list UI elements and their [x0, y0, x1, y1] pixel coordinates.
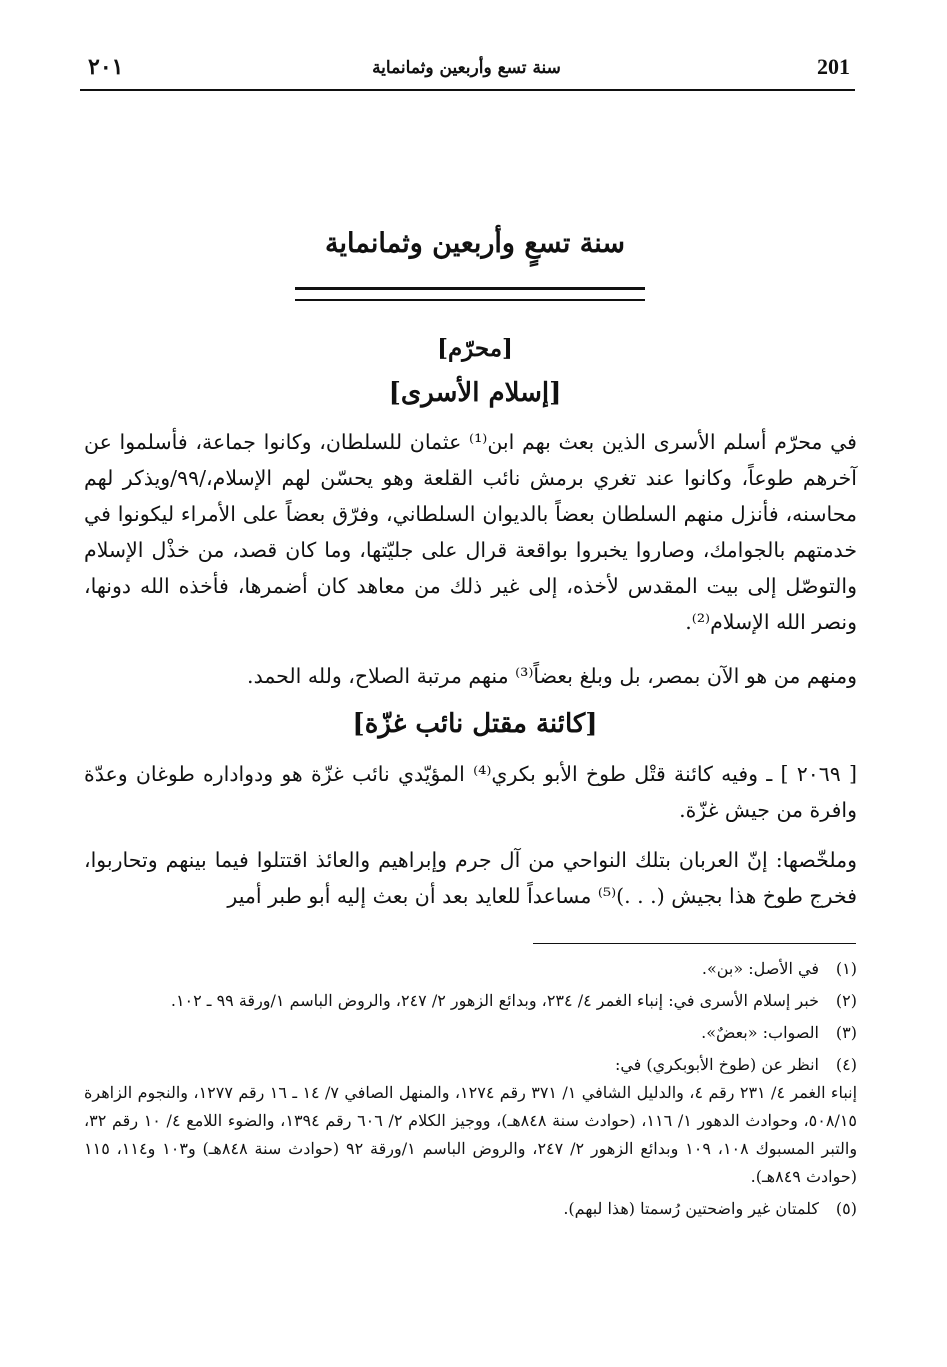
month-label: [محرّم] [437, 335, 513, 362]
paragraph-gaza-2: وملخّصها: إنّ العربان بتلك النواحي من آل جرم وإبراهيم والعائذ اقتتلوا فيما بينهم وتحاربوا، فخرج طوخ هذا بجيش (. . .)⁽⁵⁾ مساعداً للعايد بعد أن بعث إليه أبو طبر أمير [84, 848, 857, 908]
running-title: سنة تسع وأربعين وثمانماية [372, 58, 561, 78]
header-rule [80, 89, 855, 91]
footnote-5 [84, 1195, 857, 1223]
footnote-mark: (٤) [835, 1055, 857, 1074]
page-number-latin: 201 [817, 54, 850, 79]
footnote-text: في الأصل: «بن». [701, 959, 819, 978]
section-heading-captives: [إسلام الأسرى] [388, 378, 562, 408]
footnote-1 [84, 955, 857, 983]
footnote-4 [84, 1051, 857, 1079]
footnote-mark: (٥) [835, 1199, 857, 1218]
section-heading-gaza: [كائنة مقتل نائب غزّة] [352, 709, 598, 739]
footnote-text: كلمتان غير واضحتين رُسمتا (هذا لبهم). [563, 1199, 819, 1218]
footnote-text: انظر عن (طوخ الأبوبكري) في: [614, 1055, 819, 1074]
footnote-text: خبر إسلام الأسرى في: إنباء الغمر ٤/ ٢٣٤، وبدائع الزهور ٢/ ٢٤٧، والروض الباسم ١/ورقة ٩٩ ـ ١٠٢. [170, 991, 819, 1010]
chapter-title: سنة تسعٍ وأربعين وثمانماية [325, 228, 625, 259]
paragraph-gaza-1: [ ٢٠٦٩ ] ـ وفيه كائنة قتْل طوخ الأبو بكري⁽⁴⁾ المؤيّدي نائب غزّة هو ودواداره طوغان وعدّة وافرة من جيش غزّة. [84, 762, 858, 822]
footnote-2 [84, 987, 857, 1015]
footnote-3 [84, 1019, 857, 1047]
footnotes [84, 955, 857, 1223]
footnote-4-references: إنباء الغمر ٤/ ٢٣١ رقم ٤، والدليل الشافي ١/ ٣٧١ رقم ١٢٧٤، والمنهل الصافي ٧/ ١٤ ـ ١٦ رقم ١٢٧٧، والنجوم الزاهرة ٥٠٨/١٥، وحوادث الدهور ١/ ١١٦، (حوادث سنة ٨٤٨هـ)، ووجيز الكلام ٢/ ٦٠٦ رقم ١٣٩٤، والضوء اللامع ٤/ ١٠ رقم ٣٢، والتبر المسبوك ١٠٨، ١٠٩ وبدائع الزهور ٢/ ٢٤٧، والروض الباسم ١/ورقة ٩٢ (حوادث سنة ٨٤٨هـ) و١٠٣ و١١٤، ١١٥ (حوادث ٨٤٩هـ). [84, 1083, 858, 1186]
footnote-mark: (٢) [835, 991, 857, 1010]
footnote-rule [533, 943, 856, 944]
page-header [80, 52, 853, 86]
footnote-mark: (٣) [835, 1023, 857, 1042]
footnote-text: الصواب: «بعضٌ». [701, 1023, 819, 1042]
paragraph-captives-2: ومنهم من هو الآن بمصر، بل وبلغ بعضاً⁽³⁾ منهم مرتبة الصلاح، ولله الحمد. [247, 664, 857, 688]
page-number-arabic: ٢٠١ [88, 54, 124, 80]
footnote-mark: (١) [835, 959, 857, 978]
title-double-rule [295, 287, 645, 301]
paragraph-captives-1: في محرّم أسلم الأسرى الذين بعث بهم ابن⁽¹⁾ عثمان للسلطان، وكانوا جماعة، فأسلموا عن آخرهم طوعاً، وكانوا عند تغري برمش نائب القلعة وهو يحسّن لهم الإسلام،/٩٩/ويذكر لهم محاسنه، فأنزل منهم السلطان بعضاً بالديوان السلطاني، وفرّق بعضاً على الأمراء ليكونوا في خدمتهم بالجوامك، وصاروا يخبروا بواقعة قرال على جليّتها، وما كان قصد، من خذْل الإسلام والتوصّل إلى بيت المقدس لأخذه، إلى غير ذلك من معاهد كان أضمرها، فأخذه الله دونها، ونصر الله الإسلام⁽²⁾. [84, 430, 857, 634]
